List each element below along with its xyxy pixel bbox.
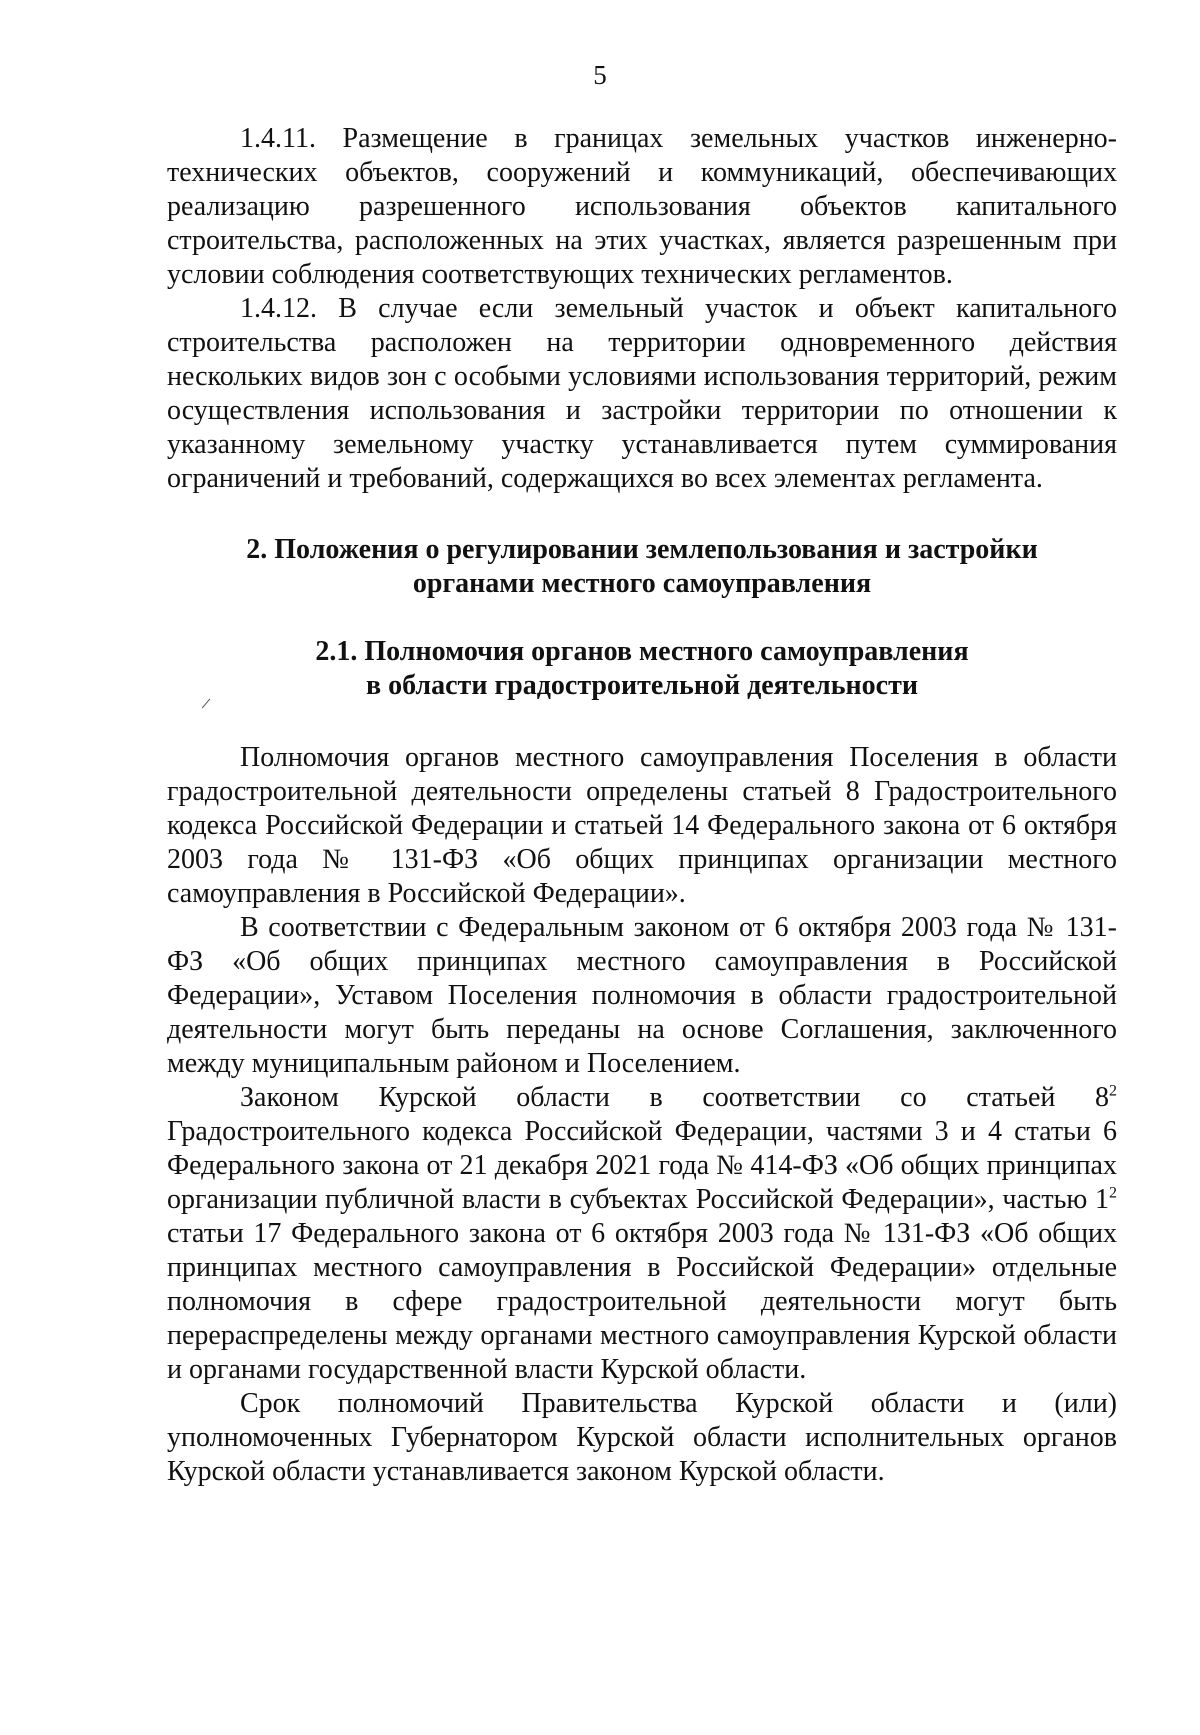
kursk-law-text-3: статьи 17 Федерального закона от 6 октября 2003 года № 131-ФЗ «Об общих принципах местного самоуправления в Российской Федерации» отдельные полномочия в сфере градостроительной деятельности могут быть перераспределены между органами местного самоуправления Курской области и органами государственной власти Курской области. — [167, 1218, 1117, 1385]
clause-1-4-11: 1.4.11. Размещение в границах земельных участков инженерно-технических объектов, сооружений и коммуникаций, обеспечивающих реализацию разрешенного использования объектов капитального строительства, расположенных на этих участках, является разрешенным при условии соблюдения соответствующих технических регламентов. — [167, 123, 1117, 290]
paragraph-powers: Полномочия органов местного самоуправления Поселения в области градостроительной деятельности определены статьей 8 Градостроительного кодекса Российской Федерации и статьей 14 Федерального закона от 6 октября 2003 года № 131-ФЗ «Об общих принципах организации местного самоуправления в Российской Федерации». — [167, 742, 1117, 909]
superscript-2: 2 — [1109, 1082, 1117, 1100]
subsection-heading-line-1: 2.1. Полномочия органов местного самоуправления — [315, 636, 969, 667]
section-heading — [167, 533, 1117, 601]
section-heading-line-2: органами местного самоуправления — [412, 568, 872, 599]
page-content — [167, 122, 1117, 1489]
page-number: 5 — [593, 60, 607, 90]
section-heading-line-1: 2. Положения о регулировании землепользования и застройки — [246, 534, 1038, 565]
paragraph-kursk-law — [167, 1081, 1117, 1387]
superscript-2: 2 — [1109, 1184, 1117, 1202]
subsection-heading-line-2: в области градостроительной деятельности — [366, 670, 918, 701]
paragraph-term: Срок полномочий Правительства Курской области и (или) уполномоченных Губернатором Курской области исполнительных органов Курской области устанавливается законом Курской области. — [167, 1388, 1117, 1487]
kursk-law-text-2: Градостроительного кодекса Российской Федерации, частями 3 и 4 статьи 6 Федерального закона от 21 декабря 2021 года № 414-ФЗ «Об общих принципах организации публичной власти в субъектах Российской Федерации», частью 1 — [167, 1116, 1117, 1215]
kursk-law-text-1: Законом Курской области в соответствии со статьей 8 — [240, 1082, 1109, 1113]
clause-1-4-12: 1.4.12. В случае если земельный участок и объект капитального строительства расположен на территории одновременного действия нескольких видов зон с особыми условиями использования территорий, режим осуществления использования и застройки территории по отношении к указанному земельному участку устанавливается путем суммирования ограничений и требований, содержащихся во всех элементах регламента. — [167, 293, 1117, 494]
subsection-heading — [167, 635, 1117, 703]
paragraph-federal-law: В соответствии с Федеральным законом от 6 октября 2003 года № 131-ФЗ «Об общих принципах местного самоуправления в Российской Федерации», Уставом Поселения полномочия в области градостроительной деятельности могут быть переданы на основе Соглашения, заключенного между муниципальным районом и Поселением. — [167, 912, 1117, 1079]
